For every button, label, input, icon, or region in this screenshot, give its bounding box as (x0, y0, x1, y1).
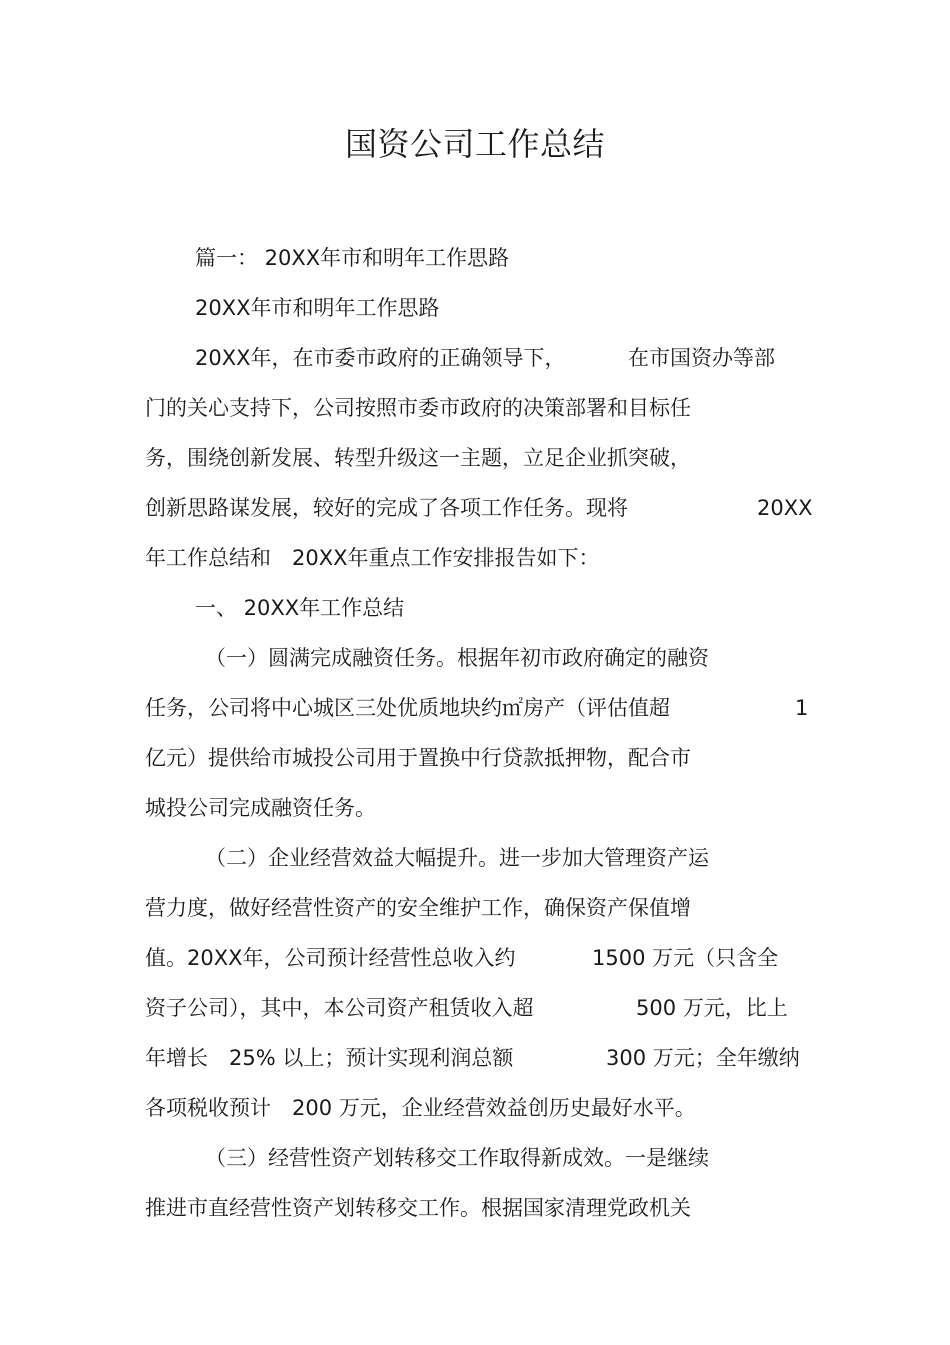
paragraph-line: 城投公司完成融资任务。 (145, 796, 376, 820)
paragraph-line: （一）圆满完成融资任务。根据年初市政府确定的融资 (205, 646, 709, 670)
paragraph-line: 年工作总结和 20XX年重点工作安排报告如下： (145, 546, 600, 570)
paragraph-line: 亿元）提供给市城投公司用于置换中行贷款抵押物，配合市 (145, 746, 691, 770)
paragraph-line: 任务，公司将中心城区三处优质地块约㎡房产（评估值超 (145, 696, 670, 720)
paragraph-line: 1 (795, 696, 809, 720)
paragraph-line: 务，围绕创新发展、转型升级这一主题，立足企业抓突破， (145, 446, 691, 470)
document-title: 国资公司工作总结 (344, 125, 605, 163)
paragraph-line: 300 万元；全年缴纳 (606, 1046, 800, 1070)
subheading: 20XX年市和明年工作思路 (195, 296, 440, 320)
paragraph-line: 营力度，做好经营性资产的安全维护工作，确保资产保值增 (145, 896, 691, 920)
paragraph-line: （二）企业经营效益大幅提升。进一步加大管理资产运 (205, 846, 709, 870)
paragraph-line: 推进市直经营性资产划转移交工作。根据国家清理党政机关 (145, 1196, 691, 1220)
paragraph-line: 500 万元，比上 (636, 996, 788, 1020)
paragraph-line: （三）经营性资产划转移交工作取得新成效。一是继续 (205, 1146, 709, 1170)
paragraph-line: 创新思路谋发展，较好的完成了各项工作任务。现将 (145, 496, 628, 520)
paragraph-line: 门的关心支持下，公司按照市委市政府的决策部署和目标任 (145, 396, 691, 420)
paragraph-line: 资子公司），其中，本公司资产租赁收入超 (145, 996, 534, 1020)
section-heading-part-one: 篇一： 20XX年市和明年工作思路 (195, 246, 510, 270)
paragraph-line: 1500 万元（只含全 (592, 946, 779, 970)
paragraph-line: 20XX年，在市委市政府的正确领导下， (195, 346, 566, 370)
paragraph-line: 在市国资办等部 (628, 346, 775, 370)
paragraph-line: 值。20XX年，公司预计经营性总收入约 (145, 946, 516, 970)
section-heading: 一、 20XX年工作总结 (195, 596, 405, 620)
paragraph-line: 各项税收预计 200 万元，企业经营效益创历史最好水平。 (145, 1096, 696, 1120)
paragraph-line: 年增长 25% 以上；预计实现利润总额 (145, 1046, 514, 1070)
paragraph-line: 20XX (757, 496, 813, 520)
